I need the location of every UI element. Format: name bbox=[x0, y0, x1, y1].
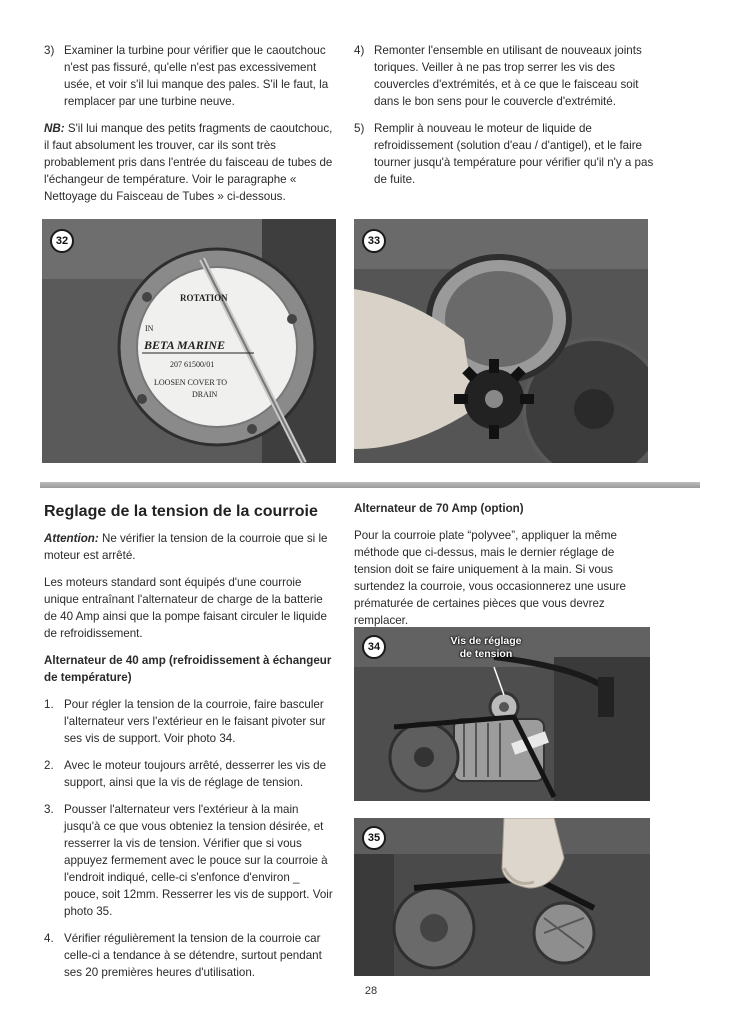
cover-text-drain: DRAIN bbox=[192, 390, 218, 399]
photo-35 bbox=[354, 818, 650, 976]
belt-thumb-press-illustration bbox=[354, 818, 650, 976]
belt-step-1-text: Pour régler la tension de la courroie, faire basculer l'alternateur vers l'extérieur en le faisant pivoter sur ses vis de support. Voir photo 34. bbox=[64, 698, 326, 745]
belt-step-3-number: 3. bbox=[44, 803, 54, 816]
section-title: Reglage de la tension de la courroie bbox=[44, 503, 318, 520]
tension-screw-label-line2: de tension bbox=[459, 648, 513, 660]
photo-35-badge: 35 bbox=[362, 826, 386, 850]
photo-33-badge: 33 bbox=[362, 229, 386, 253]
section-divider bbox=[40, 482, 700, 488]
step-3-number: 3) bbox=[44, 44, 55, 57]
belt-step-4-text: Vérifier régulièrement la tension de la courroie car celle-ci a tendance à se détendre, surtout pendant ses 20 premières heures d'utilisation. bbox=[64, 932, 322, 979]
step-5-number: 5) bbox=[354, 122, 365, 135]
nb-text: S'il lui manque des petits fragments de caoutchouc, il faut absolument les trouver, car ils sont très probablement pris dans l'entrée du faisceau de tubes de l'échangeur de température. Voir le paragraphe « Nettoyage du Faisceau de Tubes » ci-dessous. bbox=[44, 122, 333, 203]
photo-33 bbox=[354, 219, 648, 463]
photo-34-badge: 34 bbox=[362, 635, 386, 659]
belt-step-4 bbox=[44, 930, 334, 981]
step-3 bbox=[44, 42, 334, 110]
photo-32 bbox=[42, 219, 336, 463]
top-left-column bbox=[44, 42, 334, 215]
step-5-text: Remplir à nouveau le moteur de liquide de refroidissement (solution d'eau / d'antigel), et le faire tourner jusqu'à température pour vérifier qu'il n'y a pas de fuite. bbox=[374, 122, 654, 186]
subheading-70-amp: Alternateur de 70 Amp (option) bbox=[354, 502, 524, 515]
nb-note bbox=[44, 120, 334, 205]
belt-step-2-text: Avec le moteur toujours arrêté, desserrer les vis de support, ainsi que la vis de réglage de tension. bbox=[64, 759, 327, 789]
photo-32-badge: 32 bbox=[50, 229, 74, 253]
top-right-column bbox=[354, 42, 654, 198]
attention-label: Attention: bbox=[44, 532, 99, 545]
cover-text-rotation: ROTATION bbox=[180, 293, 228, 303]
attention-note bbox=[44, 530, 334, 564]
attention-text: Ne vérifier la tension de la courroie que si le moteur est arrêté. bbox=[44, 532, 328, 562]
impeller-illustration bbox=[354, 219, 648, 463]
paragraph-70-amp: Pour la courroie plate “polyvee”, appliquer la même méthode que ci-dessus, mais le dernier réglage de tension doit se faire uniquement à la main. Si vous surtendez la courroie, vous occasionnerez une usure prématurée de certaines pièces que vous devrez remplacer. bbox=[354, 529, 626, 627]
belt-step-3-text: Pousser l'alternateur vers l'extérieur à la main jusqu'à ce que vous obteniez la tension désirée, et resserrer la vis de tension. Vérifier que si vous appuyez fermement avec le pouce sur la courroie à l'endroit indiqué, celle-ci s'enfonce d'environ _ pouce, soit 12mm. Resserrer les vis de support. Voir photo 35. bbox=[64, 803, 333, 918]
belt-step-1-number: 1. bbox=[44, 698, 54, 711]
intro-paragraph: Les moteurs standard sont équipés d'une courroie unique entraînant l'alternateur de charge de la batterie de 40 Amp ainsi que la pompe faisant circuler le liquide de refroidissement. bbox=[44, 576, 327, 640]
bottom-left-column bbox=[44, 530, 334, 991]
photo-34 bbox=[354, 627, 650, 801]
tension-screw-label bbox=[426, 635, 546, 661]
belt-step-1 bbox=[44, 696, 334, 747]
tension-screw-label-line1: Vis de réglage bbox=[450, 635, 522, 647]
step-4-number: 4) bbox=[354, 44, 365, 57]
belt-step-2-number: 2. bbox=[44, 759, 54, 772]
step-4 bbox=[354, 42, 654, 110]
cover-text-in: IN bbox=[145, 324, 154, 333]
belt-step-2 bbox=[44, 757, 334, 791]
step-4-text: Remonter l'ensemble en utilisant de nouveaux joints toriques. Veiller à ne pas trop serrer les vis des couvercles d'extrémités, et à ce que le faisceau soit dans le bon sens pour le couvercle d'extrémité. bbox=[374, 44, 642, 108]
pump-cover-illustration bbox=[42, 219, 336, 463]
step-5 bbox=[354, 120, 654, 188]
belt-step-4-number: 4. bbox=[44, 932, 54, 945]
page-number: 28 bbox=[364, 985, 378, 997]
belt-step-3 bbox=[44, 801, 334, 920]
cover-text-part-number: 207 61500/01 bbox=[170, 360, 215, 369]
cover-text-loosen: LOOSEN COVER TO bbox=[154, 378, 228, 387]
nb-label: NB: bbox=[44, 122, 65, 135]
step-3-text: Examiner la turbine pour vérifier que le caoutchouc n'est pas fissuré, qu'elle n'est pas excessivement usée, et voir s'il lui manque des pales. S'il le faut, la remplacer par une turbine neuve. bbox=[64, 44, 329, 108]
bottom-right-column bbox=[354, 500, 654, 639]
subheading-40-amp: Alternateur de 40 amp (refroidissement à échangeur de température) bbox=[44, 654, 332, 684]
cover-text-brand: BETA MARINE bbox=[144, 338, 226, 352]
